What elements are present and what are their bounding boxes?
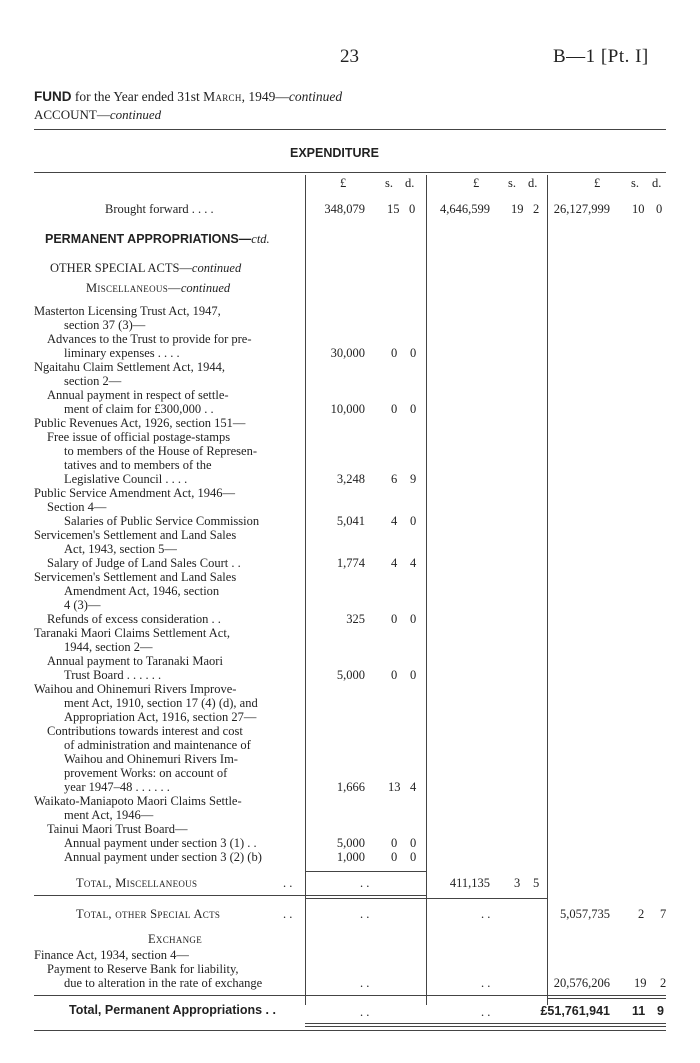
bf-col3-d: 0 [656, 202, 663, 216]
col3-s-heading: s. [631, 176, 639, 190]
rule-bottom-3 [34, 1030, 666, 1031]
misc-text: Miscellaneous— [86, 281, 181, 295]
desc-line: Advances to the Trust to provide for pre- [47, 332, 252, 346]
desc-line: ment Act, 1910, section 17 (4) (d), and [64, 696, 258, 710]
desc-line: Refunds of excess consideration . . [47, 612, 221, 626]
col1-s-heading: s. [385, 176, 393, 190]
misc-heading [86, 281, 230, 296]
amount-s: 0 [391, 612, 398, 626]
amount-pounds: 3,248 [336, 472, 365, 486]
other-special-heading [50, 261, 241, 276]
rule-under-title [34, 172, 666, 173]
other-special-text: OTHER SPECIAL ACTS— [50, 261, 192, 275]
document-reference: B—1 [Pt. I] [553, 46, 649, 67]
grand-total-s: 11 [632, 1004, 646, 1018]
perm-approp-heading [45, 232, 270, 247]
amount-s: 0 [391, 668, 398, 682]
fund-text: for the Year ended 31st [71, 89, 204, 104]
exchange-line-1: Finance Act, 1934, section 4— [34, 948, 189, 962]
desc-line: to members of the House of Represen- [64, 444, 257, 458]
bf-col2-s: 19 [511, 202, 524, 216]
desc-line: 4 (3)— [64, 598, 101, 612]
desc-line: section 2— [64, 374, 122, 388]
column-rule-2 [426, 175, 427, 1005]
col1-pound-heading: £ [340, 176, 347, 190]
amount-s: 4 [391, 556, 398, 570]
amount-s: 0 [391, 346, 398, 360]
total-other-col2-dots: . . [481, 907, 491, 921]
total-misc-d: 5 [533, 876, 540, 890]
desc-line: Free issue of official postage-stamps [47, 430, 231, 444]
col3-d-heading: d. [652, 176, 662, 190]
brought-forward-label: Brought forward . . . . [105, 202, 214, 216]
rule-below-total-misc-2 [305, 898, 547, 899]
desc-line: 1944, section 2— [64, 640, 153, 654]
fund-word: FUND [34, 89, 72, 104]
total-other-s: 2 [638, 907, 645, 921]
exchange-pounds: 20,576,206 [553, 976, 610, 990]
fund-month: March [203, 89, 242, 104]
desc-line: Annual payment to Taranaki Maori [47, 654, 223, 668]
amount-s: 4 [391, 514, 398, 528]
total-misc-dots: . . [283, 876, 293, 890]
desc-line: Contributions towards interest and cost [47, 724, 243, 738]
desc-line: Appropriation Act, 1916, section 27— [64, 710, 257, 724]
desc-line: Annual payment in respect of settle- [47, 388, 229, 402]
desc-line: Servicemen's Settlement and Land Sales [34, 528, 237, 542]
amount-d: 4 [410, 780, 417, 794]
col2-d-heading: d. [528, 176, 538, 190]
perm-approp-ctd: ctd. [251, 232, 270, 246]
amount-pounds: 10,000 [330, 402, 365, 416]
amount-d: 9 [410, 472, 417, 486]
bf-col3-s: 10 [632, 202, 645, 216]
desc-line: tatives and to members of the [64, 458, 212, 472]
desc-line: Annual payment under section 3 (1) . . [64, 836, 257, 850]
grand-total-pounds: £51,761,941 [540, 1004, 610, 1018]
desc-line: of administration and maintenance of [64, 738, 251, 752]
perm-approp-text: PERMANENT APPROPRIATIONS— [45, 232, 252, 246]
amount-d: 0 [410, 514, 417, 528]
amount-d: 0 [410, 850, 417, 864]
desc-line: Public Service Amendment Act, 1946— [34, 486, 236, 500]
exchange-col1-dots: . . [360, 976, 370, 990]
desc-line: Ngaitahu Claim Settlement Act, 1944, [34, 360, 225, 374]
desc-line: Waihou and Ohinemuri Rivers Improve- [34, 682, 237, 696]
bf-col1-pounds: 348,079 [324, 202, 365, 216]
desc-line: Annual payment under section 3 (2) (b) [64, 850, 262, 864]
desc-line: Salaries of Public Service Commission [64, 514, 260, 528]
total-other-col1-dots: . . [360, 907, 370, 921]
amount-s: 6 [391, 472, 398, 486]
amount-d: 0 [410, 346, 417, 360]
page-number: 23 [340, 46, 359, 67]
desc-line: Waihou and Ohinemuri Rivers Im- [64, 752, 238, 766]
desc-line: Act, 1943, section 5— [64, 542, 177, 556]
amount-d: 0 [410, 668, 417, 682]
col2-s-heading: s. [508, 176, 516, 190]
amount-d: 4 [410, 556, 417, 570]
total-misc-label: Total, Miscellaneous [76, 876, 198, 890]
rule-below-total-misc [34, 895, 426, 896]
amount-d: 0 [410, 402, 417, 416]
desc-line: ment Act, 1946— [64, 808, 154, 822]
rule-above-total-misc [305, 871, 426, 872]
rule-bottom-1 [305, 1023, 666, 1024]
amount-d: 0 [410, 612, 417, 626]
desc-line: Trust Board . . . . . . [64, 668, 162, 682]
bf-col1-d: 0 [409, 202, 416, 216]
account-line [34, 107, 161, 123]
amount-pounds: 1,774 [336, 556, 365, 570]
amount-pounds: 5,000 [336, 668, 365, 682]
desc-line: Legislative Council . . . . [64, 472, 188, 486]
total-misc-col1-dots: . . [360, 876, 370, 890]
amount-s: 0 [391, 850, 398, 864]
fund-continued: continued [288, 89, 343, 104]
total-other-dots: . . [283, 907, 293, 921]
col3-pound-heading: £ [594, 176, 601, 190]
total-misc-pounds: 411,135 [449, 876, 490, 890]
amount-d: 0 [410, 836, 417, 850]
rule-bottom-2 [305, 1026, 666, 1027]
desc-line: ment of claim for £300,000 . . [64, 402, 214, 416]
total-other-pounds: 5,057,735 [560, 907, 610, 921]
desc-line: Servicemen's Settlement and Land Sales [34, 570, 237, 584]
other-special-cont: continued [191, 261, 242, 275]
section-title: EXPENDITURE [290, 146, 379, 160]
col2-pound-heading: £ [473, 176, 480, 190]
grand-total-label: Total, Permanent Appropriations . . [69, 1003, 276, 1017]
exchange-s: 19 [634, 976, 647, 990]
column-rule-1 [305, 175, 306, 1005]
desc-line: section 37 (3)— [64, 318, 146, 332]
desc-line: Masterton Licensing Trust Act, 1947, [34, 304, 221, 318]
amount-s: 13 [388, 780, 401, 794]
col1-d-heading: d. [405, 176, 415, 190]
desc-line: Amendment Act, 1946, section [64, 584, 220, 598]
account-word: ACCOUNT— [34, 107, 110, 122]
amount-s: 0 [391, 836, 398, 850]
desc-line: Section 4— [47, 500, 107, 514]
exchange-line-2: Payment to Reserve Bank for liability, [47, 962, 239, 976]
fund-year: , 1949— [241, 89, 289, 104]
grand-total-d: 9 [657, 1004, 664, 1018]
amount-pounds: 325 [346, 612, 365, 626]
desc-line: Salary of Judge of Land Sales Court . . [47, 556, 241, 570]
bf-col3-pounds: 26,127,999 [553, 202, 610, 216]
rule-top [34, 129, 666, 130]
amount-pounds: 1,666 [336, 780, 365, 794]
amount-pounds: 5,041 [336, 514, 365, 528]
desc-line: Taranaki Maori Claims Settlement Act, [34, 626, 230, 640]
fund-title-line [34, 89, 342, 105]
amount-pounds: 5,000 [336, 836, 365, 850]
grand-total-col1-dots: . . [360, 1005, 370, 1019]
grand-total-col2-dots: . . [481, 1005, 491, 1019]
total-other-label: Total, other Special Acts [76, 907, 221, 921]
exchange-d: 2 [660, 976, 667, 990]
exchange-col2-dots: . . [481, 976, 491, 990]
desc-line: Waikato-Maniapoto Maori Claims Settle- [34, 794, 242, 808]
rule-above-grand-total [34, 995, 666, 996]
desc-line: provement Works: on account of [64, 766, 228, 780]
desc-line: liminary expenses . . . . [64, 346, 180, 360]
rule-above-grand-total-2 [547, 998, 666, 999]
desc-line: Tainui Maori Trust Board— [47, 822, 188, 836]
exchange-line-3: due to alteration in the rate of exchange [64, 976, 263, 990]
amount-pounds: 30,000 [330, 346, 365, 360]
bf-col2-pounds: 4,646,599 [440, 202, 490, 216]
desc-line: Public Revenues Act, 1926, section 151— [34, 416, 246, 430]
bf-col2-d: 2 [533, 202, 540, 216]
misc-cont: continued [180, 281, 231, 295]
column-rule-3 [547, 175, 548, 1005]
total-other-d: 7 [660, 907, 667, 921]
account-continued: continued [109, 107, 162, 122]
exchange-heading: Exchange [148, 932, 203, 946]
desc-line: year 1947–48 . . . . . . [64, 780, 170, 794]
total-misc-s: 3 [514, 876, 521, 890]
amount-pounds: 1,000 [336, 850, 365, 864]
bf-col1-s: 15 [387, 202, 400, 216]
amount-s: 0 [391, 402, 398, 416]
